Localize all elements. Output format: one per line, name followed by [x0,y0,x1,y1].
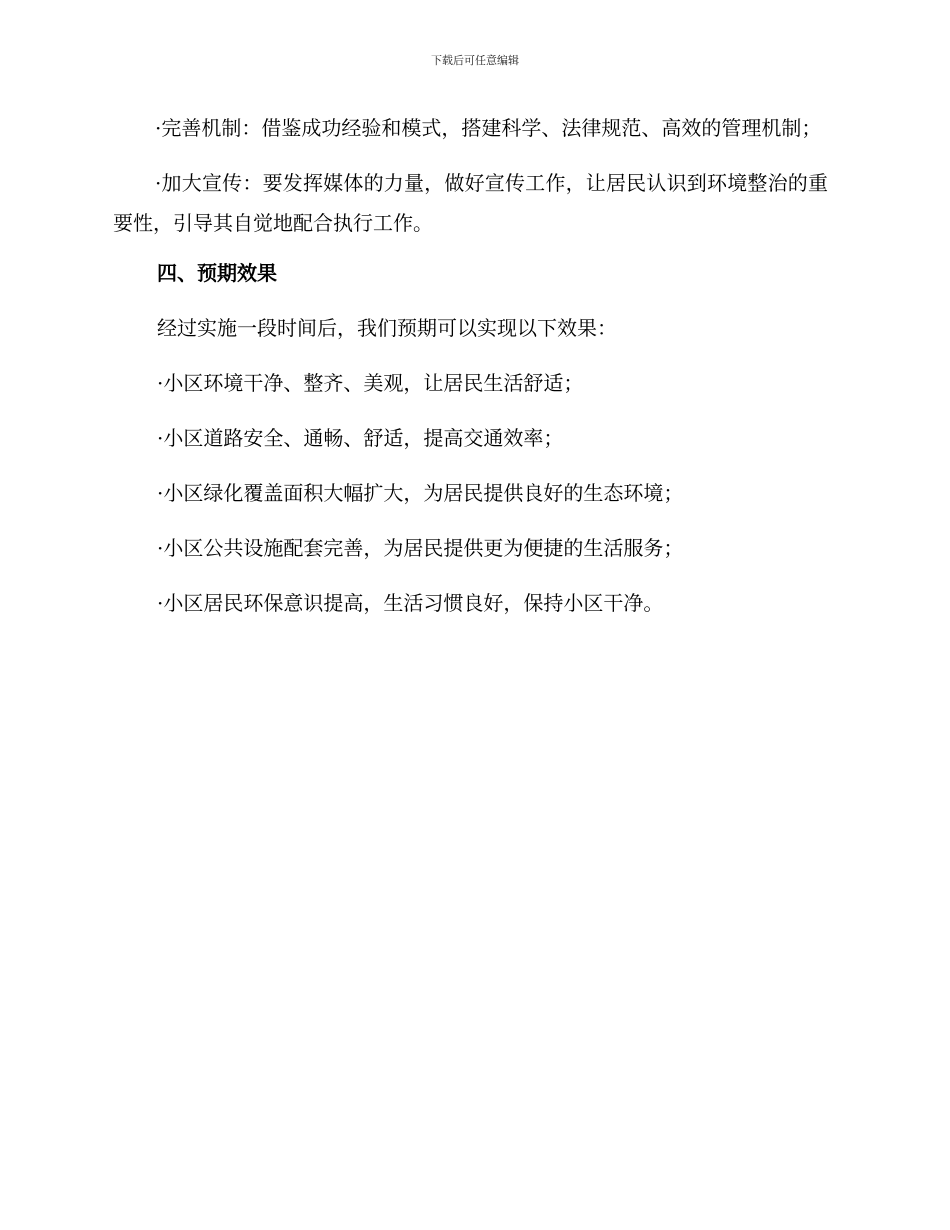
list-item: ·小区居民环保意识提高，生活习惯良好，保持小区干净。 [157,591,664,615]
list-item: ·小区道路安全、通畅、舒适，提高交通效率； [157,426,564,450]
section-heading: 四、预期效果 [157,261,277,285]
page-header: 下载后可任意编辑 [431,54,519,67]
document-body [113,108,828,643]
bullet-paragraph-publicity: ·加大宣传：要发挥媒体的力量，做好宣传工作，让居民认识到环境整治的重要性，引导其自觉地配合执行工作。 [113,171,828,235]
list-item: ·小区绿化覆盖面积大幅扩大，为居民提供良好的生态环境； [157,481,684,505]
section-intro: 经过实施一段时间后，我们预期可以实现以下效果： [157,316,617,340]
bullet-paragraph-mechanism: ·完善机制：借鉴成功经验和模式，搭建科学、法律规范、高效的管理机制； [155,116,822,140]
list-item: ·小区环境干净、整齐、美观，让居民生活舒适； [157,371,584,395]
list-item: ·小区公共设施配套完善，为居民提供更为便捷的生活服务； [157,536,684,560]
